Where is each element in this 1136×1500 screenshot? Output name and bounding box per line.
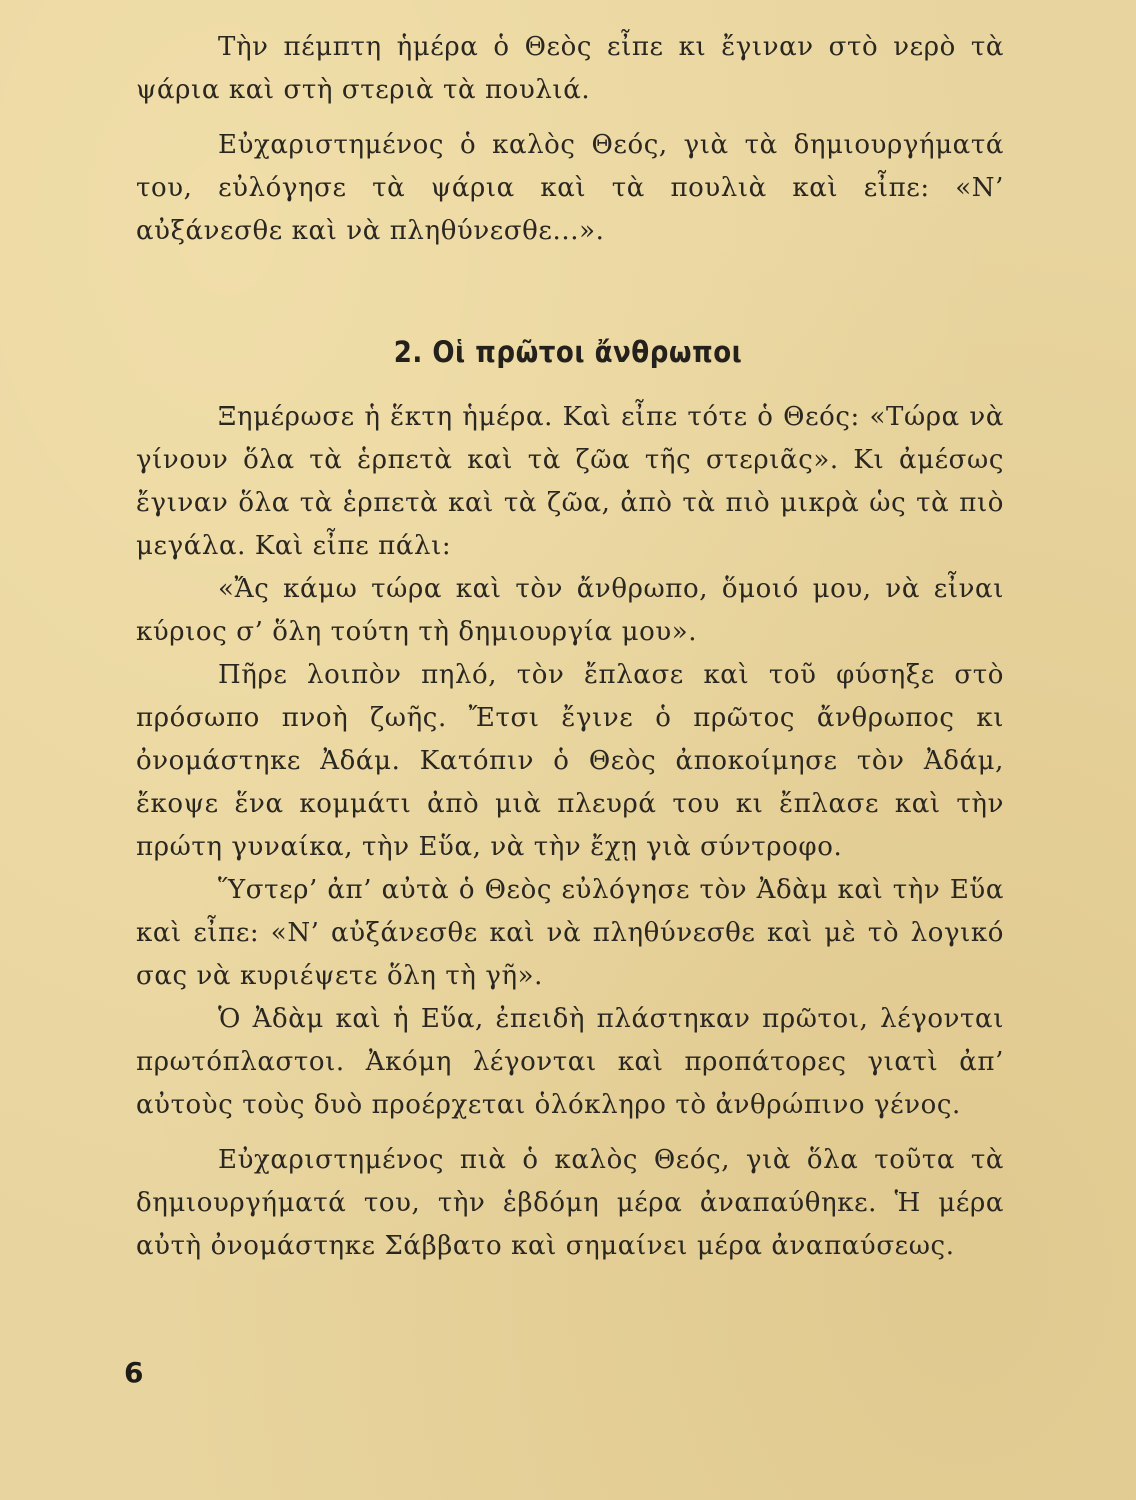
paragraph: Πῆρε λοιπὸν πηλό, τὸν ἔπλασε καὶ τοῦ φύσηξε στὸ πρόσωπο πνοὴ ζωῆς. Ἔτσι ἔγινε ὁ πρῶτος ἄνθρωπος κι ὀνομάστηκε Ἀδάμ. Κατόπιν ὁ Θεὸς ἀποκοίμησε τὸν Ἀδάμ, ἔκοψε ἕνα κομμάτι ἀπὸ μιὰ πλευρά του κι ἔπλασε καὶ τὴν πρώτη γυναίκα, τὴν Εὕα, νὰ τὴν ἔχῃ γιὰ σύντροφο.	[136, 660, 1004, 862]
chapter-body	[136, 396, 1004, 1268]
paragraph: Τὴν πέμπτη ἡμέρα ὁ Θεὸς εἶπε κι ἔγιναν στὸ νερὸ τὰ ψάρια καὶ στὴ στεριὰ τὰ πουλιά.	[136, 32, 1004, 105]
paragraph: Ὕστερ’ ἀπ’ αὐτὰ ὁ Θεὸς εὐλόγησε τὸν Ἀδὰμ καὶ τὴν Εὕα καὶ εἶπε: «Ν’ αὐξάνεσθε καὶ νὰ πληθύνεσθε καὶ μὲ τὸ λογικό σας νὰ κυριέψετε ὅλη τὴ γῆ».	[136, 875, 1004, 991]
paragraph: Εὐχαριστημένος ὁ καλὸς Θεός, γιὰ τὰ δημιουργήματά του, εὐλόγησε τὰ ψάρια καὶ τὰ πουλιὰ καὶ εἶπε: «Ν’ αὐξάνεσθε καὶ νὰ πληθύνεσθε...».	[136, 130, 1004, 246]
chapter-title: 2. Οἱ πρῶτοι ἄνθρωποι	[393, 335, 743, 369]
paragraph: «Ἄς κάμω τώρα καὶ τὸν ἄνθρωπο, ὅμοιό μου, νὰ εἶναι κύριος σ’ ὅλη τούτη τὴ δημιουργία μου».	[136, 574, 1004, 647]
paragraph: Ξημέρωσε ἡ ἕκτη ἡμέρα. Καὶ εἶπε τότε ὁ Θεός: «Τώρα νὰ γίνουν ὅλα τὰ ἑρπετὰ καὶ τὰ ζῶα τῆς στεριᾶς». Κι ἀμέσως ἔγιναν ὅλα τὰ ἑρπετὰ καὶ τὰ ζῶα, ἀπὸ τὰ πιὸ μικρὰ ὡς τὰ πιὸ μεγάλα. Καὶ εἶπε πάλι:	[136, 402, 1004, 561]
paragraph: Ὁ Ἀδὰμ καὶ ἡ Εὕα, ἐπειδὴ πλάστηκαν πρῶτοι, λέγονται πρωτόπλαστοι. Ἀκόμη λέγονται καὶ προπάτορες γιατὶ ἀπ’ αὐτοὺς τοὺς δυὸ προέρχεται ὁλόκληρο τὸ ἀνθρώπινο γένος.	[136, 1004, 1004, 1120]
top-text-section	[136, 26, 1004, 253]
page-number: 6	[124, 1356, 144, 1389]
paragraph: Εὐχαριστημένος πιὰ ὁ καλὸς Θεός, γιὰ ὅλα τοῦτα τὰ δημιουργήματά του, τὴν ἑβδόμη μέρα ἀναπαύθηκε. Ἡ μέρα αὐτὴ ὀνομάστηκε Σάββατο καὶ σημαίνει μέρα ἀναπαύσεως.	[136, 1145, 1004, 1261]
